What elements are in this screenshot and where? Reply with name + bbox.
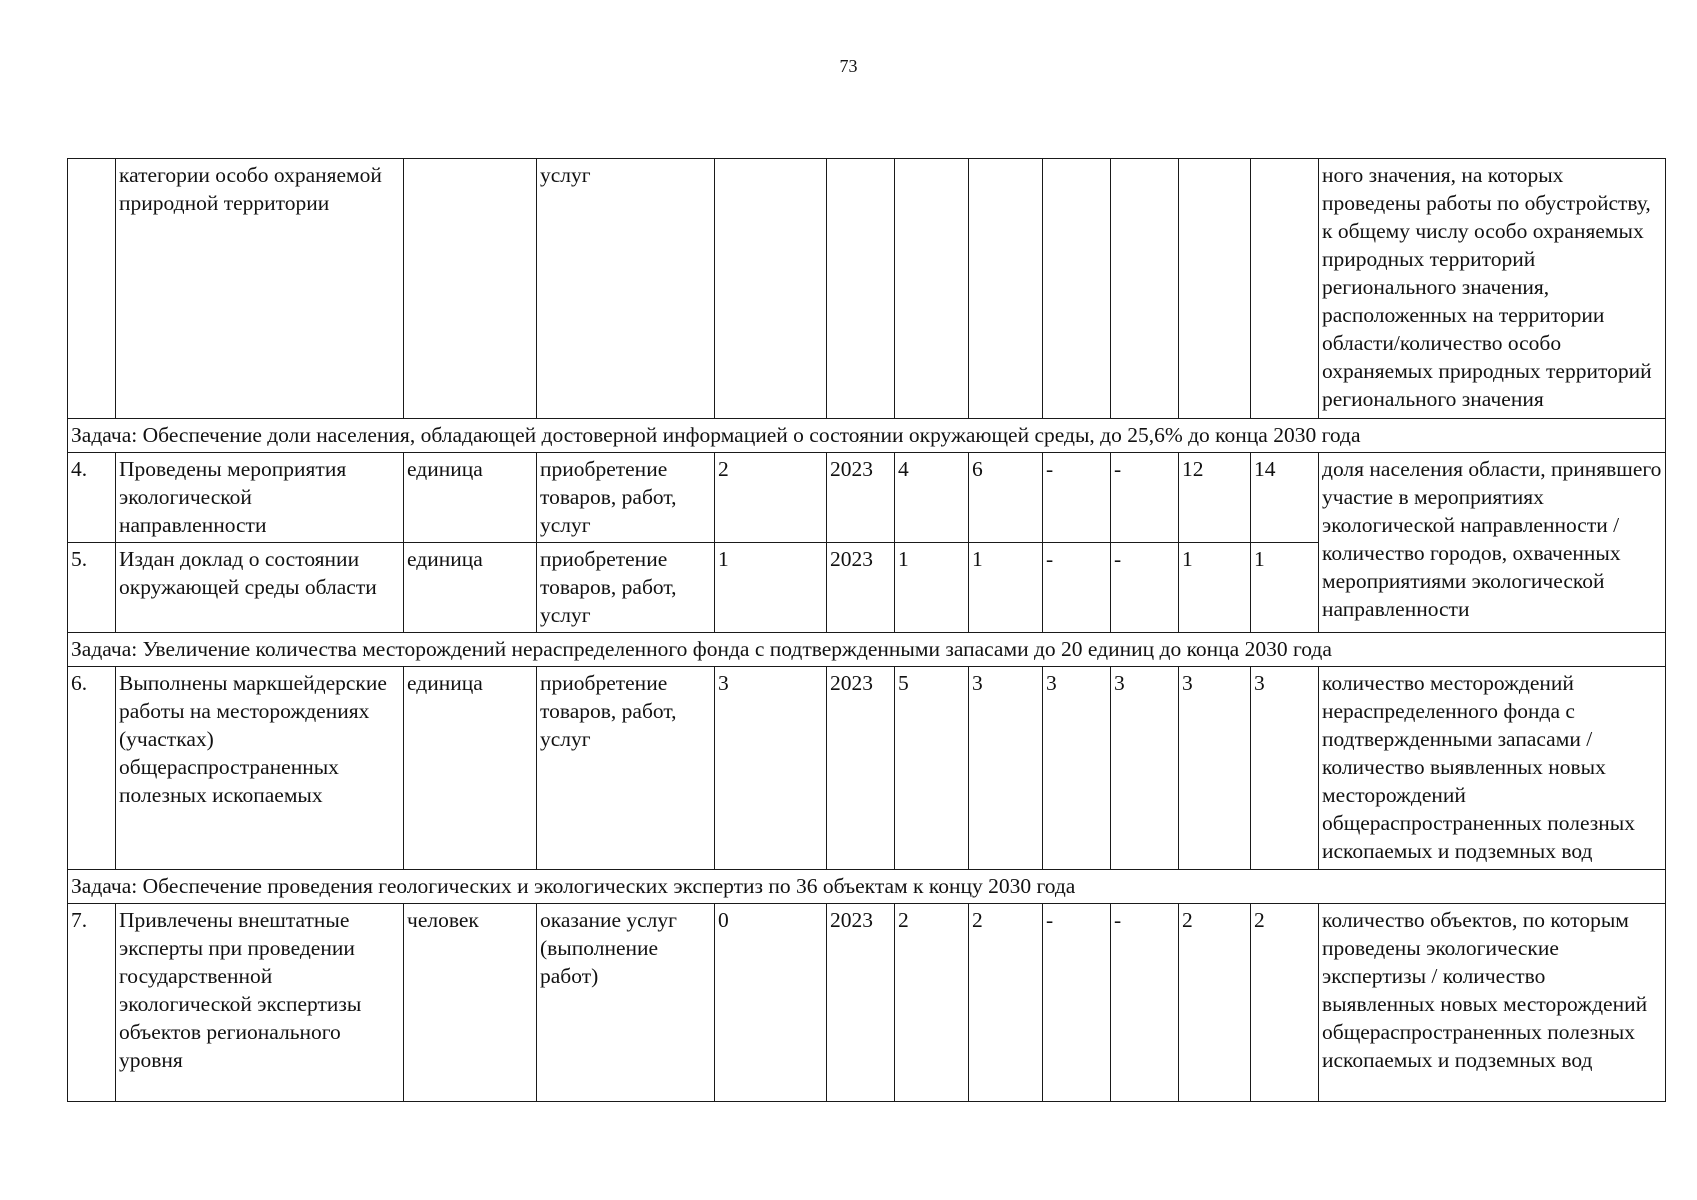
cell-type: приобретение товаров, работ, услуг	[537, 453, 715, 543]
cell-value: 3	[1111, 667, 1179, 870]
cell-value: 1	[1179, 543, 1251, 633]
cell-type: оказание услуг (выполнение работ)	[537, 904, 715, 1102]
cell-value: 6	[969, 453, 1043, 543]
cell-unit: единица	[404, 543, 537, 633]
cell-value: 2	[1179, 904, 1251, 1102]
results-table	[67, 158, 1666, 1102]
cell-value: 14	[1251, 453, 1319, 543]
task-row	[68, 870, 1666, 904]
cell-result-name: категории особо охраняемой природной территории	[116, 159, 404, 419]
cell-value: 3	[1251, 667, 1319, 870]
cell-value	[1179, 159, 1251, 419]
cell-indicator: ного значения, на которых проведены работы по обустройству, к общему числу особо охраняемых природных территорий регионального значения, расположенных на территории области/количество особо охраняемых природных территорий регионального значения	[1319, 159, 1666, 419]
cell-base-value	[715, 159, 827, 419]
table-row	[68, 904, 1666, 1102]
cell-base-value: 1	[715, 543, 827, 633]
cell-num: 4.	[68, 453, 116, 543]
cell-base-year: 2023	[827, 904, 895, 1102]
cell-base-year: 2023	[827, 543, 895, 633]
cell-num: 7.	[68, 904, 116, 1102]
table-row	[68, 667, 1666, 870]
cell-type: услуг	[537, 159, 715, 419]
cell-unit	[404, 159, 537, 419]
cell-value: 5	[895, 667, 969, 870]
cell-base-year	[827, 159, 895, 419]
cell-value	[895, 159, 969, 419]
cell-value: 2	[895, 904, 969, 1102]
cell-value: 1	[895, 543, 969, 633]
cell-value: 2	[969, 904, 1043, 1102]
cell-value	[969, 159, 1043, 419]
cell-indicator: количество месторождений нераспределенного фонда с подтвержденными запасами / количество выявленных новых месторождений общераспространенных полезных ископаемых и подземных вод	[1319, 667, 1666, 870]
cell-value	[1251, 159, 1319, 419]
cell-value: 1	[1251, 543, 1319, 633]
cell-value	[1043, 159, 1111, 419]
task-heading: Задача: Увеличение количества месторождений нераспределенного фонда с подтвержденными запасами до 20 единиц до конца 2030 года	[68, 633, 1666, 667]
cell-indicator: доля населения области, принявшего участие в мероприятиях экологической направленности / количество городов, охваченных мероприятиями экологической направленности	[1319, 453, 1666, 633]
cell-value: 1	[969, 543, 1043, 633]
page-number: 73	[839, 56, 858, 76]
task-heading: Задача: Обеспечение проведения геологических и экологических экспертиз по 36 объектам к концу 2030 года	[68, 870, 1666, 904]
cell-result-name: Издан доклад о состоянии окружающей среды области	[116, 543, 404, 633]
cell-value: -	[1043, 543, 1111, 633]
cell-num: 5.	[68, 543, 116, 633]
task-row	[68, 633, 1666, 667]
cell-base-value: 2	[715, 453, 827, 543]
cell-type: приобретение товаров, работ, услуг	[537, 543, 715, 633]
cell-result-name: Привлечены внештатные эксперты при проведении государственной экологической экспертизы объектов регионального уровня	[116, 904, 404, 1102]
cell-value: -	[1043, 453, 1111, 543]
cell-value	[1111, 159, 1179, 419]
cell-indicator: количество объектов, по которым проведены экологические экспертизы / количество выявленных новых месторождений общераспространенных полезных ископаемых и подземных вод	[1319, 904, 1666, 1102]
cell-base-year: 2023	[827, 667, 895, 870]
cell-unit: человек	[404, 904, 537, 1102]
cell-result-name: Выполнены маркшейдерские работы на месторождениях (участках) общераспространенных полезных ископаемых	[116, 667, 404, 870]
cell-value: 3	[1043, 667, 1111, 870]
cell-num	[68, 159, 116, 419]
cell-base-value: 3	[715, 667, 827, 870]
cell-num: 6.	[68, 667, 116, 870]
task-heading: Задача: Обеспечение доли населения, обладающей достоверной информацией о состоянии окружающей среды, до 25,6% до конца 2030 года	[68, 419, 1666, 453]
cell-type: приобретение товаров, работ, услуг	[537, 667, 715, 870]
cell-unit: единица	[404, 453, 537, 543]
cell-base-year: 2023	[827, 453, 895, 543]
cell-value: -	[1111, 904, 1179, 1102]
cell-value: 4	[895, 453, 969, 543]
table-row	[68, 453, 1666, 543]
cell-result-name: Проведены мероприятия экологической направленности	[116, 453, 404, 543]
cell-value: -	[1111, 453, 1179, 543]
cell-value: -	[1043, 904, 1111, 1102]
cell-value: -	[1111, 543, 1179, 633]
task-row	[68, 419, 1666, 453]
cell-value: 2	[1251, 904, 1319, 1102]
cell-unit: единица	[404, 667, 537, 870]
cell-base-value: 0	[715, 904, 827, 1102]
cell-value: 12	[1179, 453, 1251, 543]
cell-value: 3	[1179, 667, 1251, 870]
cell-value: 3	[969, 667, 1043, 870]
table-row-continuation	[68, 159, 1666, 419]
